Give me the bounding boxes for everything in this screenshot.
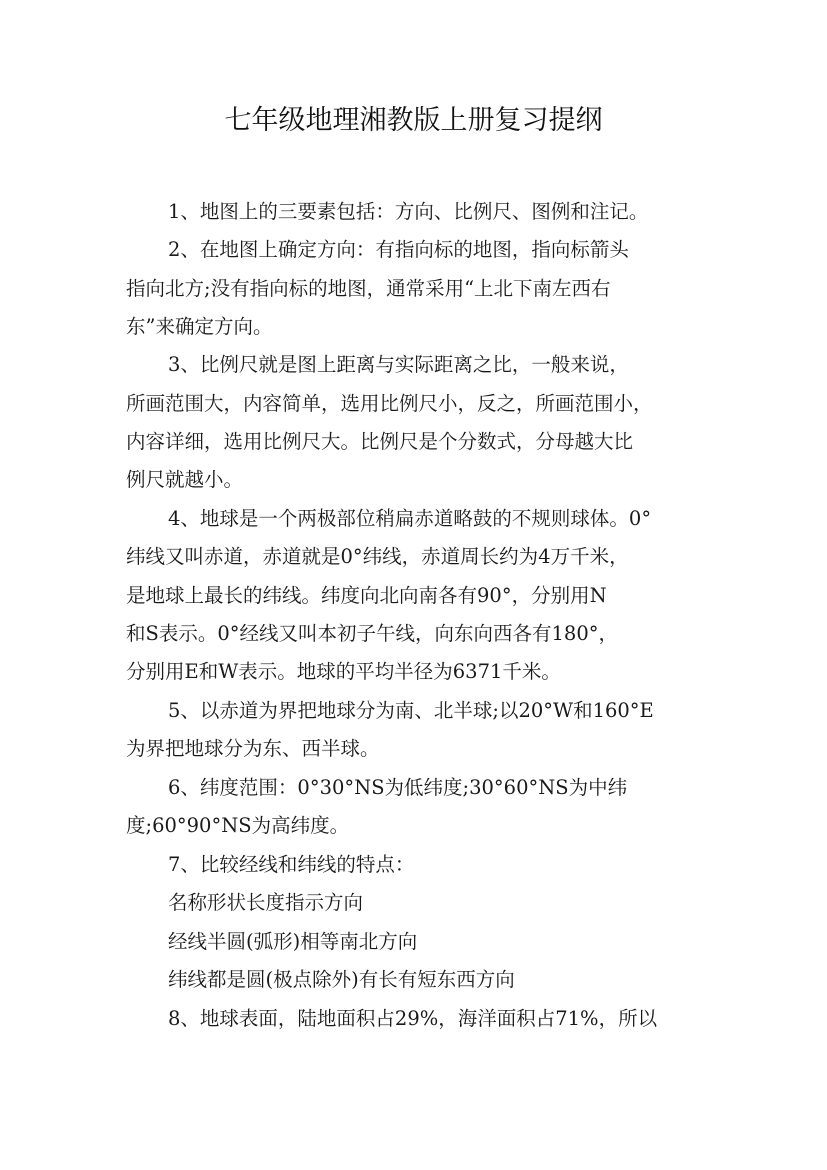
body-line: 2、在地图上确定方向：有指向标的地图，指向标箭头 [168,238,629,261]
body-line: 名称形状长度指示方向 [168,891,364,914]
body-line: 例尺就越小。 [126,468,244,491]
body-line: 和S表示。0°经线又叫本初子午线，向东向西各有180°， [126,622,618,645]
body-line: 经线半圆(弧形)相等南北方向 [168,930,418,953]
body-line: 6、纬度范围：0°30°NS为低纬度;30°60°NS为中纬 [168,776,628,799]
body-line: 内容详细，选用比例尺大。比例尺是个分数式，分母越大比 [126,430,634,453]
body-line: 纬线又叫赤道，赤道就是0°纬线，赤道周长约为4万千米， [126,545,629,568]
body-line: 分别用E和W表示。地球的平均半径为6371千米。 [126,660,561,683]
body-line: 指向北方;没有指向标的地图，通常采用“上北下南左西右 [126,277,611,300]
body-line: 是地球上最长的纬线。纬度向北向南各有90°，分别用N [126,584,607,607]
body-line: 纬线都是圆(极点除外)有长有短东西方向 [168,968,515,991]
body-line: 所画范围大，内容简单，选用比例尺小，反之，所画范围小， [126,392,653,415]
body-line: 为界把地球分为东、西半球。 [126,737,380,760]
body-line: 4、地球是一个两极部位稍扁赤道略鼓的不规则球体。0° [168,507,652,530]
body-line: 1、地图上的三要素包括：方向、比例尺、图例和注记。 [168,200,649,223]
body-line: 度;60°90°NS为高纬度。 [126,814,350,837]
body-line: 7、比较经线和纬线的特点： [168,853,415,876]
body-line: 5、以赤道为界把地球分为南、北半球;以20°W和160°E [168,699,654,722]
document-title: 七年级地理湘教版上册复习提纲 [224,105,603,136]
body-line: 3、比例尺就是图上距离与实际距离之比，一般来说， [168,353,629,376]
body-line: 东”来确定方向。 [126,315,273,338]
body-line: 8、地球表面，陆地面积占29%，海洋面积占71%，所以 [168,1007,658,1030]
